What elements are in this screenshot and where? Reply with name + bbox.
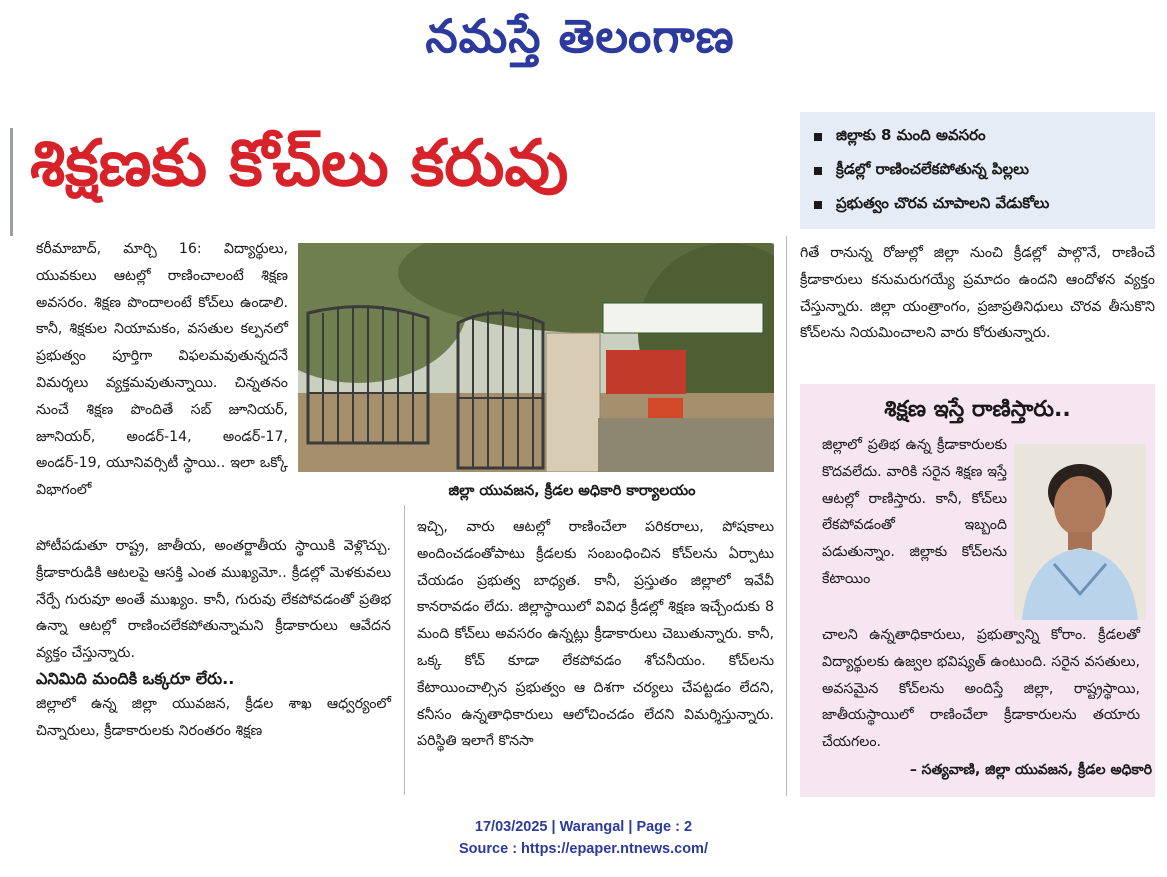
bullet-square-icon (814, 133, 822, 141)
sidebar-text: చాలని ఉన్నతాధికారులు, ప్రభుత్వాన్ని కోరాం. క్రీడలతో విద్యార్థులకు ఉజ్వల భవిష్యత్‌ ఉంటుంది. సరైన వసతులు, అవసమైన కోచ్‌లను అందిస్తే జిల్లా, రాష్ట్రస్థాయి, జాతీయస్థాయిలో రాణించేలా క్రీడాకారులను తయారు చేయగలం. (822, 627, 1140, 751)
portrait-illustration (1014, 444, 1146, 620)
highlight-text: ప్రభుత్వం చొరవ చూపాలని వేడుకోలు (836, 194, 1050, 212)
masthead-logo: నమస్తే తెలంగాణ (425, 9, 735, 63)
article-subhead: ఎనిమిది మందికి ఒక్కరూ లేరు.. (36, 668, 235, 688)
highlight-text: క్రీడల్లో రాణించలేకపోతున్న పిల్లలు (836, 160, 1029, 178)
article-column-2 (417, 514, 774, 794)
article-text: జిల్లాలో ఉన్న జిల్లా యువజన, క్రీడల శాఖ ఆధ్వర్యంలో చిన్నారులు, క్రీడాకారులకు నిరంతరం శిక్షణ (36, 695, 391, 739)
article-text: గితే రానున్న రోజుల్లో జిల్లా నుంచి క్రీడల్లో పాల్గొనే, రాణించే క్రీడాకారులు కనుమరుగయ్యే ప్రమాదం ఉందని ఆందోళన వ్యక్తం చేస్తున్నారు. జిల్లా యంత్రాంగం, ప్రజాప్రతినిధులు చొరవ తీసుకొని కోచ్‌లను నియమించాలని వారు కోరుతున్నారు. (800, 245, 1155, 342)
article-column-3 (800, 240, 1155, 380)
article-text: పోటీపడుతూ రాష్ట్ర, జాతీయ, అంతర్జాతీయ స్థాయికి వెళ్లొచ్చు. క్రీడాకారుడికి ఆటలపై ఆసక్తి ఎంత ముఖ్యమో.. క్రీడల్లో మెళకువలు నేర్పే గురువూ అంతే ముఖ్యం. కానీ, గురువు లేకపోవడంతో ప్రతిభ ఉన్నా ఆటల్లో రాణించలేకపోతున్నామని క్రీడాకారులు ఆవేదన వ్యక్తం చేస్తున్నారు. (36, 538, 391, 662)
bullet-square-icon (814, 201, 822, 209)
highlight-item (814, 120, 1145, 154)
highlight-text: జిల్లాకు 8 మంది అవసరం (836, 126, 986, 144)
article-text: కరీమాబాద్‌, మార్చి 16: విద్యార్థులు, యువకులు ఆటల్లో రాణించాలంటే శిక్షణ అవసరం. శిక్షణ పొందాలంటే కోచ్‌లు ఉండాలి. కానీ, శిక్షకుల నియామకం, వసతుల కల్పనలో ప్రభుత్వం పూర్తిగా విఫలమవుతున్నదనే విమర్శలు వ్యక్తమవుతున్నాయి. చిన్నతనం నుంచే శిక్షణ పొందితే సబ్‌ జూనియర్‌, జూనియర్‌, అండర్‌-14, అండర్‌-17, అండర్‌-19, యూనివర్సిటీ స్థాయి.. ఇలా ఒక్కో విభాగంలో (36, 241, 288, 499)
article-text-block (36, 533, 391, 745)
official-portrait-photo (1014, 444, 1146, 620)
article-text: ఇచ్చి, వారు ఆటల్లో రాణించేలా పరికరాలు, పోషకాలు అందించడంతోపాటు క్రీడలకు సంబంధించిన కోచ్‌లను ఏర్పాటు చేయడం ప్రభుత్వ బాధ్యత. కానీ, ప్రస్తుతం జిల్లాలో ఇవేవీ కానరావడం లేదు. జిల్లాస్థాయిలో వివిధ క్రీడల్లో శిక్షణ ఇచ్చేందుకు 8 మంది కోచ్‌లు అవసరం ఉన్నట్లు క్రీడాకారులు చెబుతున్నారు. కానీ, ఒక్క కోచ్‌ కూడా లేకపోవడం శోచనీయం. కోచ్‌లను కేటాయించాల్సిన ప్రభుత్వం ఆ దిశగా చర్యలు చేపట్టడం లేదని, కనీసం ఉన్నతాధికారులు ఆలోచించడం లేదని విమర్శిస్తున్నారు. పరిస్థితి ఇలాగే కొనసా (417, 519, 774, 750)
office-gate-photo (298, 243, 774, 472)
footer-date-edition: 17/03/2025 | Warangal | Page : 2 (474, 819, 693, 835)
bullet-square-icon (814, 167, 822, 175)
highlights-box (800, 112, 1155, 229)
office-gate-illustration (298, 243, 774, 472)
highlight-item (814, 154, 1145, 188)
sidebar-quote-box (800, 384, 1155, 797)
sidebar-title: శిక్షణ ఇస్తే రాణిస్తారు.. (884, 397, 1071, 422)
footer-source: Source : https://epaper.ntnews.com/ (459, 841, 708, 857)
column-divider (404, 505, 405, 795)
headline: శిక్షణకు కోచ్‌లు కరువు (30, 127, 569, 201)
page-footer (0, 816, 1167, 860)
sidebar-text: జిల్లాలో ప్రతిభ ఉన్న క్రీడాకారులకు కొదవలేదు. వారికి సరైన శిక్షణ ఇస్తే ఆటల్లో రాణిస్తారు. కానీ, కోచ్‌లు లేకపోవడంతో ఇబ్బంది పడుతున్నాం. జిల్లాకు కోచ్‌లను కేటాయిం (822, 437, 1007, 587)
sidebar-attribution: – సత్యవాణి, జిల్లా యువజన, క్రీడల అధికారి (909, 762, 1152, 778)
photo-caption: జిల్లా యువజన, క్రీడల అధికారి కార్యాలయం (448, 483, 696, 499)
column-divider (10, 128, 13, 236)
column-divider (786, 236, 787, 796)
highlight-item (814, 188, 1145, 222)
